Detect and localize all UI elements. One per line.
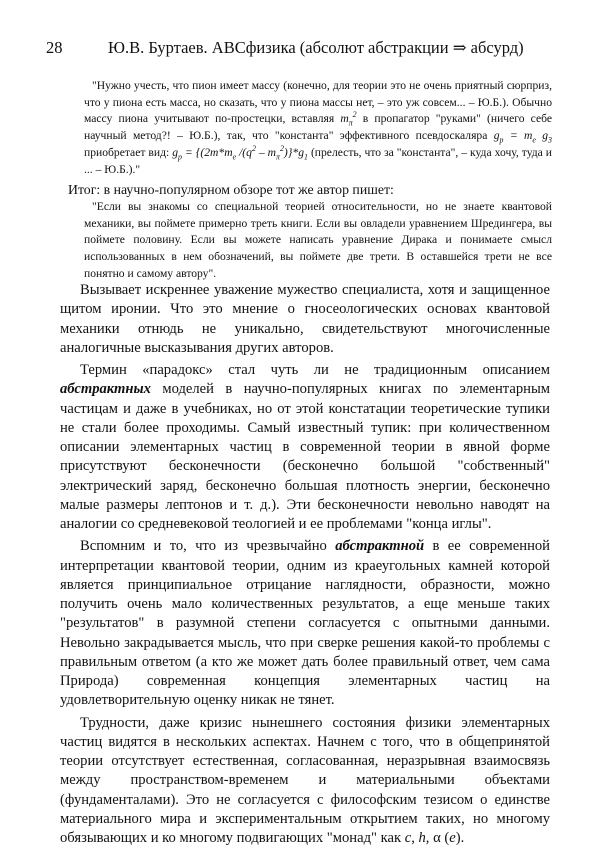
formula-symbol: g: [172, 145, 178, 159]
symbol-e: e: [449, 830, 456, 846]
formula-superscript: 2: [251, 143, 256, 153]
paragraph-respect: Вызывает искреннее уважение мужество специалиста, хотя и защищенное щитом иронии. Что это мнение о гносеологических основах квантовой механики отнюдь не уникально, свидетельствуют многочисленные аналогичные высказывания других авторов.: [60, 282, 550, 356]
formula-superscript: 2: [279, 143, 284, 153]
paragraph-crisis: [60, 714, 550, 849]
formula-symbol: m: [340, 112, 349, 126]
quote-text-part: приобретает вид:: [84, 145, 173, 159]
paragraph-text-part: Вспомним и то, что из чрезвычайно: [80, 538, 336, 555]
quote-pion-mass: [84, 78, 552, 178]
formula-subscript: e: [532, 135, 536, 145]
formula-operator: =: [503, 129, 525, 143]
formula-symbol: m: [224, 145, 233, 159]
paragraph-text-part: моделей в научно-популярных книгах по элементарным частицам и даже в учебниках, но от этой констатации теоретические тупики не стали более проходимы. Самый известный тупик: при количественном описании элементарных частиц в современной теории в явной форме присутствуют бесконечности (бесконечно большой "собственный" электрический заряд, бесконечно большая плотность энергии, бесконечно малые размеры лептонов и т. д.). Эти бесконечности невольно наводят на аналогии со средневековой теологией и ее проблемами "конца иглы".: [60, 381, 550, 532]
paragraph-text-part: Трудности, даже кризис нынешнего состояния физики элементарных частиц видятся в нескольких аспектах. Начнем с того, что в общепринятой теории отсутствует естественная, согласованная, неразрывная взаимосвязь между пространством-временем и материальными объектами (фундаменталами). Это не согласуется с философским тезисом о единстве материального мира и экспериментальным открытием таких, но многому обязывающих и ко многому подвигающих "монад" как: [60, 714, 550, 846]
paragraph-text-part: ,: [411, 830, 419, 846]
formula-gp-effective: [172, 143, 308, 162]
quote-pion-text: [84, 78, 552, 178]
quote-popular-text: "Если вы знакомы со специальной теорией относительности, но не знаете квантовой механики, вы поймете примерно треть книги. Если вы овладели уравнением Шредингера, вы поймете половину. Если вы можете написать уравнение Дирака и понимаете смысл использованных в нем обозначений, вы поймете две трети. В оставшейся трети не все понятно и самому автору".: [84, 200, 552, 280]
formula-symbol: m: [267, 145, 277, 159]
formula-operator: /(: [236, 145, 247, 159]
paragraph-text-part: ).: [455, 830, 465, 846]
paragraph-paradox: [60, 361, 550, 534]
emphasis-abstract: абстрактной: [335, 538, 425, 555]
formula-gp-definition: [493, 129, 552, 145]
quote-popular-review: [84, 199, 552, 283]
formula-subscript: 1: [304, 152, 308, 162]
symbol-h: h: [418, 830, 426, 846]
formula-operator: = {(2: [181, 145, 211, 159]
formula-subscript: e: [232, 152, 237, 162]
formula-subscript: 3: [548, 135, 552, 145]
symbol-c: c: [404, 830, 412, 846]
page-number: 28: [46, 38, 63, 57]
running-title: Ю.В. Буртаев. АВСфизика (абсолют абстракции ⇒ абсурд): [108, 38, 524, 57]
paragraph-quantum-theory: [60, 537, 550, 710]
formula-operator: )}*: [283, 145, 299, 159]
paragraph-text-part: Термин «парадокс» стал чуть ли не традиционным описанием: [80, 362, 550, 378]
formula-subscript: π: [276, 152, 280, 162]
quote-text-part: в пропагатор "руками" (ничего себе научный метод?! – Ю.Б.), так, что "константа" эффективного псевдоскаляра: [84, 112, 553, 143]
formula-operator: *: [218, 145, 225, 159]
formula-symbol: g: [298, 145, 305, 159]
formula-symbol: g: [535, 129, 549, 143]
formula-symbol: q: [246, 145, 252, 159]
formula-symbol: m: [524, 129, 533, 143]
formula-subscript: p: [177, 152, 182, 162]
summary-line: Итог: в научно-популярном обзоре тот же автор пишет:: [68, 182, 394, 197]
formula-subscript: p: [499, 135, 504, 145]
formula-symbol: g: [493, 129, 500, 143]
main-text: [60, 281, 550, 848]
paragraph-text-part: , α (: [425, 830, 450, 846]
formula-m-pi-squared: [340, 110, 357, 128]
quote-text-part: "Нужно учесть, что пион имеет массу (конечно, для теории это не очень приятный сюрприз, что у пиона есть масса, но сказать, что у пиона массы нет, – это уж совсем... – Ю.Б.). Обычно массу пиона учитывают по-простецки, вставляя: [84, 79, 552, 126]
formula-subscript: π: [348, 118, 353, 128]
emphasis-abstract: абстрактных: [60, 381, 151, 398]
paragraph-text-part: в ее современной интерпретации квантовой теории, одним из краеугольных камней которой является принципиальное отрицание наглядности, образности, можно получить очень мало количественных результатов, а еще меньше таких "результатов" в разумной степени согласуется с опытными данными. Невольно закрадывается мысль, что при сверке решения какой-то проблемы с правильным ответом (а кто же может дать более правильный ответ, чем сама Природа) современная концепция элементарных частиц на удовлетворительную оценку никак не тянет.: [60, 538, 550, 709]
formula-symbol: m: [210, 145, 219, 159]
quote-text-part: (прелесть, что за "константа", – куда хочу, туда и ... – Ю.Б.).": [84, 145, 553, 176]
formula-superscript: 2: [352, 110, 357, 120]
formula-operator: –: [255, 145, 268, 159]
